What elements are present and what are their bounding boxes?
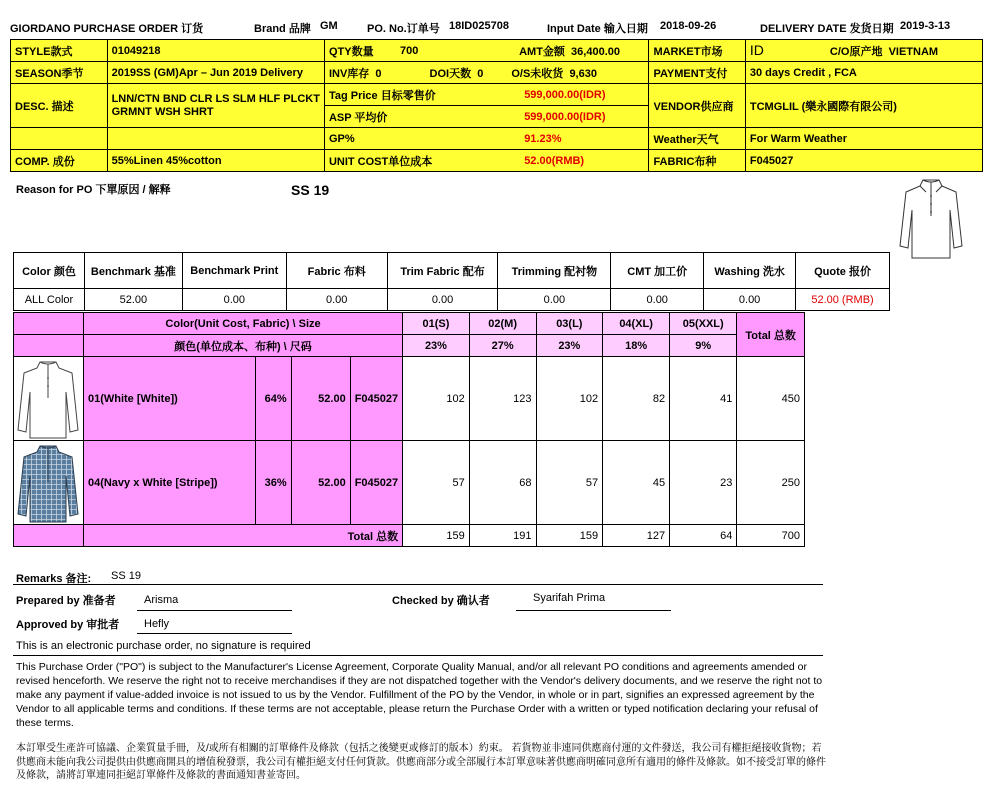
- size-header-cn: 颜色(单位成本、布种) \ 尺码: [83, 335, 402, 357]
- asp-value: 599,000.00(IDR): [488, 106, 649, 128]
- approved-label: Approved by 审批者: [16, 619, 120, 631]
- size-header-xl: 04(XL): [603, 313, 670, 335]
- row-fabric: F045027: [350, 441, 402, 525]
- weather-label: Weather天气: [649, 128, 745, 150]
- season-value: 2019SS (GM)Apr – Jun 2019 Delivery: [107, 62, 324, 84]
- ratio-s: 23%: [403, 335, 470, 357]
- payment-label: PAYMENT支付: [649, 62, 745, 84]
- brand-label: Brand 品牌: [254, 23, 311, 35]
- row-cost: 52.00: [291, 357, 350, 441]
- po-label: PO. No.订单号: [367, 23, 440, 35]
- row-color: 04(Navy x White [Stripe]): [83, 441, 255, 525]
- size-header-en: Color(Unit Cost, Fabric) \ Size: [83, 313, 402, 335]
- page-title: GIORDANO PURCHASE ORDER 订货: [10, 23, 204, 35]
- doi-value: 0: [477, 67, 484, 80]
- origin-value: VIETNAM: [888, 46, 939, 58]
- table-row: [14, 441, 805, 525]
- desc-line-2: GRMNT WSH SHRT: [111, 105, 214, 118]
- remarks-label: Remarks 备注:: [16, 573, 92, 585]
- cost-cell-quote: 52.00 (RMB): [796, 289, 890, 311]
- info-table: [10, 39, 983, 172]
- total-xl: 127: [603, 525, 670, 547]
- desc-label: DESC. 描述: [11, 84, 108, 128]
- cost-cell-fabric: 0.00: [286, 289, 387, 311]
- row-qty-m: 68: [469, 441, 536, 525]
- totals-row: [14, 525, 805, 547]
- vendor-label: VENDOR供应商: [649, 84, 745, 128]
- row-qty-xl: 82: [603, 357, 670, 441]
- delivery-date: 2019-3-13: [900, 20, 951, 32]
- vendor-value: TCMGLIL (樂永國際有限公司): [745, 84, 982, 128]
- qty-label: QTY数量: [324, 40, 396, 62]
- brand-value: GM: [320, 20, 338, 32]
- asp-label: ASP 平均价: [324, 106, 488, 128]
- inv-cell: [324, 62, 648, 84]
- delivery-date-label: DELIVERY DATE 发货日期: [760, 23, 894, 35]
- cost-cell-benchmark-print: 0.00: [182, 289, 286, 311]
- comp-label: COMP. 成份: [11, 150, 108, 172]
- po-number: 18ID025708: [449, 20, 509, 32]
- doi-label: DOI天数: [429, 67, 472, 80]
- weather-value: For Warm Weather: [745, 128, 982, 150]
- terms-chinese: 本訂單受生產許可協議、企業質量手冊，及/或所有相關的訂單條件及條款（包括之後變更或修訂的版本）約束。 若貨物並非連同供應商付運的文件發送，我公司有權拒絕接收貨物；若供應商未能向我公司提供由供應商開具的增值稅發票，我公司有權拒絕支付任何貨款。供應商部分或全部履行本訂單意味著供應商明確同意所有適用的條件及條款。如不接受訂單的條件及條款，請將訂單連同拒絕訂單條件及條款的書面通知書並寄回。: [16, 743, 826, 781]
- desc-cell: [107, 84, 324, 128]
- totals-blank: [14, 525, 84, 547]
- prepared-label: Prepared by 准备者: [16, 595, 116, 607]
- blank-label: [11, 128, 108, 150]
- shirt-sketch-image: [896, 176, 966, 260]
- row-total: 250: [737, 441, 805, 525]
- ratio-l: 23%: [536, 335, 603, 357]
- row-qty-s: 102: [403, 357, 470, 441]
- total-s: 159: [403, 525, 470, 547]
- input-date: 2018-09-26: [660, 20, 717, 32]
- cost-cell-washing: 0.00: [704, 289, 796, 311]
- origin-label: C/O原产地: [829, 46, 883, 58]
- cost-cell-trim-fabric: 0.00: [387, 289, 498, 311]
- size-header-blank-2: [14, 335, 84, 357]
- row-color: 01(White [White]): [83, 357, 255, 441]
- remarks-value: SS 19: [111, 570, 141, 582]
- reason-label: Reason for PO 下單原因 / 解释: [16, 184, 171, 196]
- navy-shirt-cell: [14, 441, 84, 525]
- checked-label: Checked by 确认者: [392, 595, 490, 607]
- size-table: [13, 312, 805, 547]
- season-label: SEASON季节: [11, 62, 108, 84]
- prepared-value: Arisma: [144, 594, 179, 606]
- tag-price-label: Tag Price 目标零售价: [324, 84, 488, 106]
- os-label: O/S未收货: [511, 67, 564, 80]
- cost-header-fabric: Fabric 布料: [286, 253, 387, 289]
- reason-value: SS 19: [291, 182, 330, 198]
- row-cost: 52.00: [291, 441, 350, 525]
- row-qty-s: 57: [403, 441, 470, 525]
- input-date-label: Input Date 输入日期: [547, 23, 648, 35]
- cost-header-cmt: CMT 加工价: [611, 253, 704, 289]
- row-qty-xxl: 23: [670, 441, 737, 525]
- cost-cell-cmt: 0.00: [611, 289, 704, 311]
- gp-value: 91.23%: [488, 128, 649, 150]
- ratio-xl: 18%: [603, 335, 670, 357]
- fabric-label: FABRIC布种: [649, 150, 745, 172]
- comp-value: 55%Linen 45%cotton: [107, 150, 324, 172]
- navy-shirt-image: [14, 442, 82, 524]
- checked-value: Syarifah Prima: [533, 592, 606, 604]
- total-xxl: 64: [670, 525, 737, 547]
- cost-header-benchmark-print: Benchmark Print: [182, 253, 286, 289]
- cost-header-quote: Quote 报价: [796, 253, 890, 289]
- style-value: 01049218: [107, 40, 324, 62]
- terms-english: This Purchase Order ("PO") is subject to the Manufacturer's License Agreement, Corporate Quality Manual, and/or all relevant PO conditions and agreements amended or revised henceforth. We reserve the right not to receive merchandises if they are not dispatched together with the Vendor's delivery documents, and we reserve the right not to make any payment if value-added invoice is not issued to us by the Vendor. Fulfillment of the PO by the Vendor, in whole or in part, signifies an expressed agreement by the Vendor to all applicable terms and conditions. If these terms are not acceptable, please return the Purchase Order with a written or typed notification declaring your refusal of these terms.: [16, 661, 823, 729]
- tag-price-value: 599,000.00(IDR): [488, 84, 649, 106]
- cost-cell-color: ALL Color: [14, 289, 85, 311]
- amt-label: AMT金额: [519, 45, 565, 58]
- cost-header-washing: Washing 洗水: [704, 253, 796, 289]
- payment-value: 30 days Credit , FCA: [745, 62, 982, 84]
- ratio-m: 27%: [469, 335, 536, 357]
- row-qty-xxl: 41: [670, 357, 737, 441]
- row-qty-xl: 45: [603, 441, 670, 525]
- market-cell: [745, 40, 982, 62]
- unit-cost-label: UNIT COST单位成本: [324, 150, 488, 172]
- white-shirt-cell: [14, 357, 84, 441]
- cost-header-color: Color 颜色: [14, 253, 85, 289]
- approved-value: Hefly: [144, 618, 170, 630]
- divider: [13, 584, 823, 585]
- row-qty-m: 123: [469, 357, 536, 441]
- size-header-blank: [14, 313, 84, 335]
- prepared-signature-line: [137, 610, 292, 611]
- size-header-m: 02(M): [469, 313, 536, 335]
- cost-header-benchmark: Benchmark 基准: [84, 253, 182, 289]
- cost-cell-trimming: 0.00: [498, 289, 611, 311]
- market-value: ID: [749, 42, 764, 58]
- size-header-l: 03(L): [536, 313, 603, 335]
- unit-cost-value: 52.00(RMB): [488, 150, 649, 172]
- cost-header-trim-fabric: Trim Fabric 配布: [387, 253, 498, 289]
- fabric-value: F045027: [745, 150, 982, 172]
- size-header-total: Total 总数: [737, 313, 805, 357]
- size-header-xxl: 05(XXL): [670, 313, 737, 335]
- totals-label: Total 总数: [83, 525, 402, 547]
- cost-header-trimming: Trimming 配衬物: [498, 253, 611, 289]
- inv-value: 0: [375, 67, 382, 80]
- grand-total: 700: [737, 525, 805, 547]
- row-pct: 36%: [255, 441, 291, 525]
- total-m: 191: [469, 525, 536, 547]
- size-header-s: 01(S): [403, 313, 470, 335]
- checked-signature-line: [516, 610, 671, 611]
- row-fabric: F045027: [350, 357, 402, 441]
- cost-cell-benchmark: 52.00: [84, 289, 182, 311]
- market-label: MARKET市场: [649, 40, 745, 62]
- row-qty-l: 102: [536, 357, 603, 441]
- white-shirt-image: [14, 358, 82, 440]
- row-qty-l: 57: [536, 441, 603, 525]
- approved-signature-line: [137, 633, 292, 634]
- style-label: STYLE款式: [11, 40, 108, 62]
- total-l: 159: [536, 525, 603, 547]
- ratio-xxl: 9%: [670, 335, 737, 357]
- inv-label: INV库存: [328, 67, 370, 80]
- gp-label: GP%: [324, 128, 488, 150]
- amt-value: 36,400.00: [571, 45, 620, 58]
- amt-cell: [488, 40, 649, 62]
- qty-value: 700: [396, 40, 488, 62]
- desc-line-1: LNN/CTN BND CLR LS SLM HLF PLCKT: [111, 92, 320, 105]
- row-pct: 64%: [255, 357, 291, 441]
- blank-value: [107, 128, 324, 150]
- os-value: 9,630: [569, 67, 597, 80]
- row-total: 450: [737, 357, 805, 441]
- divider: [13, 655, 823, 656]
- cost-table: [13, 252, 890, 311]
- electronic-note: This is an electronic purchase order, no signature is required: [16, 640, 311, 652]
- table-row: [14, 357, 805, 441]
